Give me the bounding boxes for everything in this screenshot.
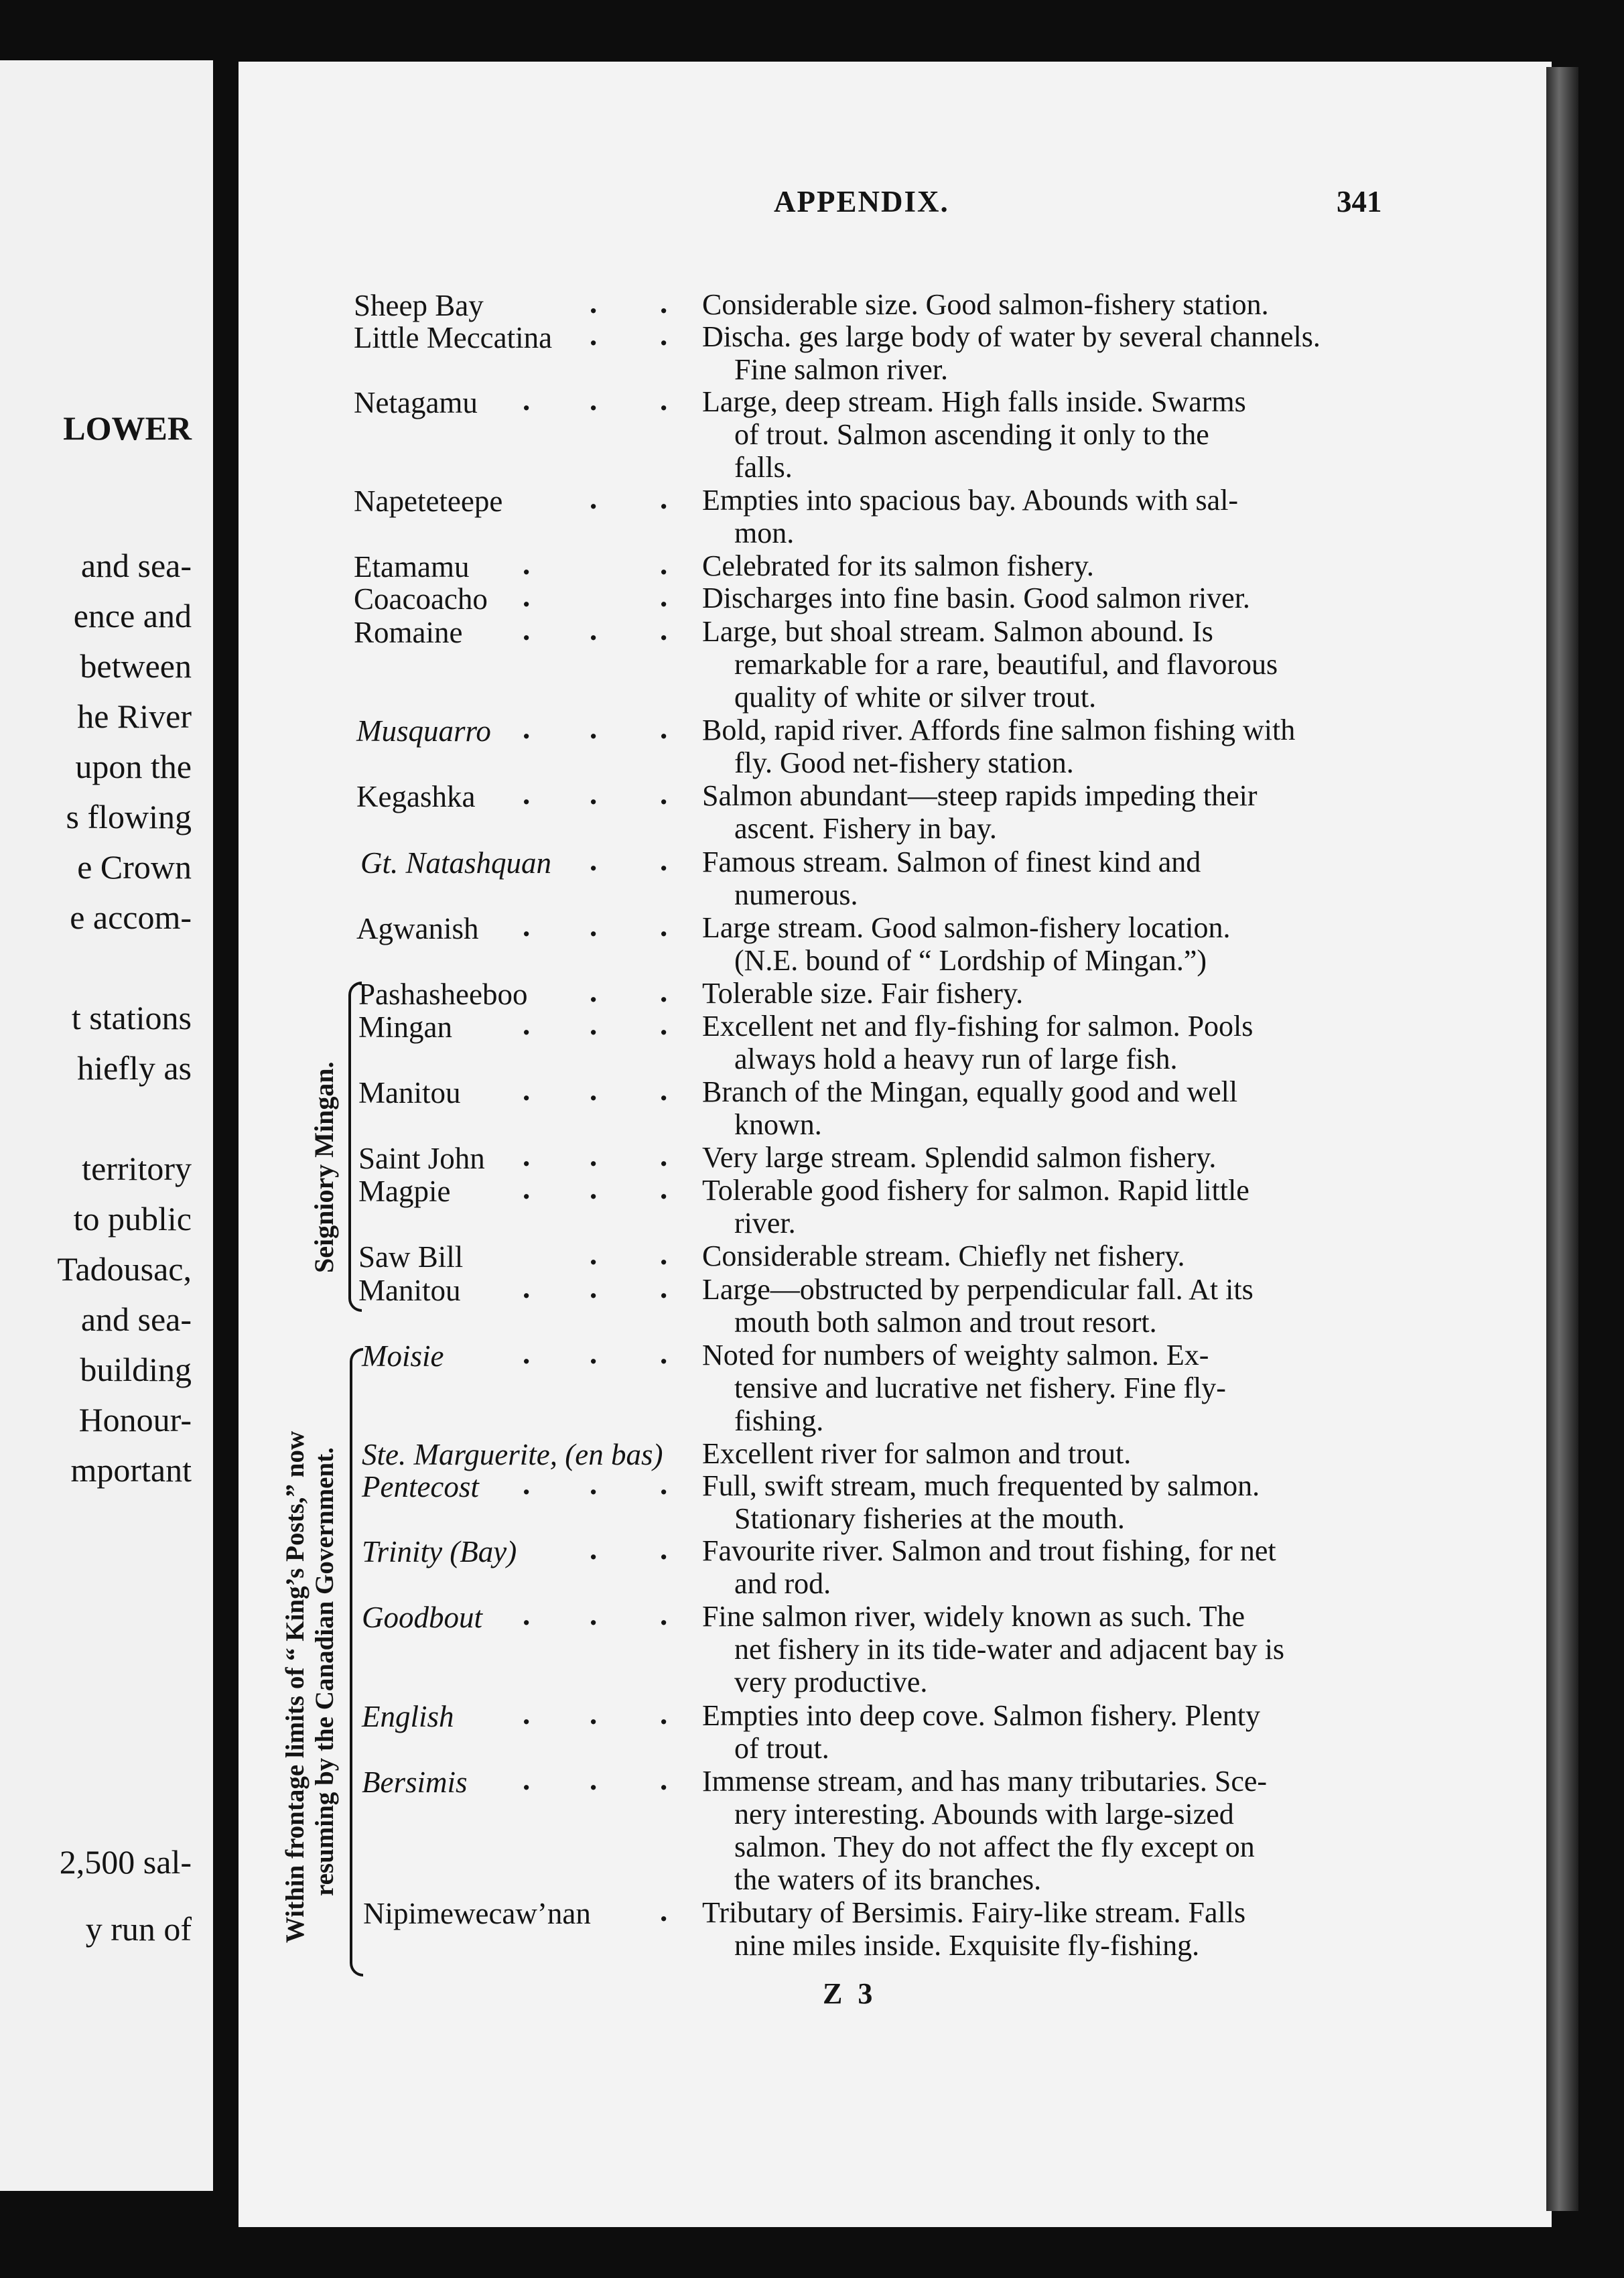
leader-dot: . <box>660 1172 668 1205</box>
leader-dot: . <box>660 1271 668 1304</box>
leader-dot: . <box>660 547 668 581</box>
leader-dot: . <box>523 1073 531 1107</box>
description-line: Fine salmon river, widely known as such. The <box>702 1600 1245 1633</box>
description-line: mouth both salmon and trout resort. <box>734 1306 1157 1339</box>
river-description <box>702 1896 1399 1962</box>
leader-dot: . <box>590 1598 598 1631</box>
description-line: Bold, rapid river. Affords fine salmon fishing with <box>702 714 1296 746</box>
leader-dot: . <box>660 1237 668 1271</box>
river-description <box>702 1765 1399 1896</box>
kings-posts-label-line2: resuming by the Canadian Government. <box>310 1447 339 1896</box>
leader-dot: . <box>523 1271 531 1304</box>
river-description <box>702 911 1399 977</box>
leader-dot: . <box>660 1697 668 1731</box>
leader-dot: . <box>523 1008 531 1041</box>
leader-dot: . <box>660 580 668 613</box>
leader-dot: . <box>523 547 531 581</box>
description-line: Large, deep stream. High falls inside. Swarms <box>702 385 1246 418</box>
description-line: Immense stream, and has many tributaries. Sce- <box>702 1765 1268 1798</box>
river-name: Ste. Marguerite, (en bas) <box>362 1438 663 1471</box>
description-line: Excellent net and fly-fishing for salmon. Pools <box>702 1010 1254 1043</box>
description-line: Large stream. Good salmon-fishery location. <box>702 911 1231 944</box>
left-line: upon the <box>75 748 192 785</box>
river-description <box>702 1075 1399 1141</box>
river-description <box>702 779 1399 845</box>
left-line: Honour- <box>78 1401 192 1438</box>
description-line: and rod. <box>734 1567 831 1600</box>
river-name: Moisie <box>362 1339 444 1373</box>
leader-dot: . <box>523 777 531 811</box>
leader-dot: . <box>590 482 598 515</box>
leader-dot: . <box>660 1532 668 1566</box>
description-line: ascent. Fishery in bay. <box>734 812 997 845</box>
description-line: Considerable stream. Chiefly net fishery. <box>702 1240 1185 1272</box>
description-line: Tolerable good fishery for salmon. Rapid little <box>702 1174 1249 1207</box>
river-description <box>702 1010 1399 1075</box>
river-description <box>702 1174 1399 1240</box>
river-description <box>702 1600 1399 1698</box>
river-name: Nipimewecaw’nan <box>363 1897 591 1930</box>
page-number: 341 <box>1337 185 1382 218</box>
leader-dot: . <box>590 1008 598 1041</box>
description-line: Noted for numbers of weighty salmon. Ex- <box>702 1339 1209 1371</box>
river-name: Sheep Bay <box>354 289 484 322</box>
left-line: hiefly as <box>77 1049 192 1087</box>
leader-dot: . <box>590 777 598 811</box>
river-description <box>702 977 1399 1010</box>
description-line: Tributary of Bersimis. Fairy-like stream. Falls <box>702 1896 1246 1929</box>
river-description <box>702 1141 1399 1174</box>
leader-dot: . <box>523 909 531 943</box>
river-description <box>702 385 1399 484</box>
description-line: Considerable size. Good salmon-fishery station. <box>702 288 1269 321</box>
left-line: and sea- <box>80 547 192 584</box>
river-description <box>702 615 1399 714</box>
leader-dot: . <box>590 1532 598 1566</box>
river-name: Kegashka <box>356 780 476 813</box>
leader-dot: . <box>523 383 531 417</box>
description-line: Large—obstructed by perpendicular fall. At its <box>702 1273 1254 1306</box>
description-line: Tolerable size. Fair fishery. <box>702 977 1024 1010</box>
description-line: fishing. <box>734 1404 824 1437</box>
leader-dot: . <box>523 1697 531 1731</box>
leader-dot: . <box>590 1763 598 1796</box>
leader-dot: . <box>590 1697 598 1731</box>
description-line: Excellent river for salmon and trout. <box>702 1437 1132 1470</box>
leader-dot: . <box>660 1763 668 1796</box>
river-description <box>702 714 1399 779</box>
description-line: Large, but shoal stream. Salmon abound. Is <box>702 615 1213 648</box>
river-description <box>702 1339 1399 1437</box>
description-line: Stationary fisheries at the mouth. <box>734 1502 1125 1535</box>
river-name: Little Meccatina <box>354 321 553 354</box>
left-line: e Crown <box>77 848 192 886</box>
left-line: mportant <box>70 1451 192 1489</box>
leader-dot: . <box>660 1337 668 1370</box>
river-description <box>702 1534 1399 1600</box>
description-line: (N.E. bound of “ Lordship of Mingan.”) <box>734 944 1207 977</box>
leader-dot: . <box>523 1139 531 1172</box>
leader-dot: . <box>523 1763 531 1796</box>
description-line: mon. <box>734 517 795 549</box>
river-description <box>702 1437 1399 1470</box>
leader-dot: . <box>590 1337 598 1370</box>
description-line: fly. Good net-fishery station. <box>734 746 1074 779</box>
description-line: known. <box>734 1108 822 1141</box>
leader-dot: . <box>590 975 598 1008</box>
leader-dot: . <box>523 1467 531 1501</box>
description-line: Discha. ges large body of water by several channels. <box>702 320 1321 353</box>
river-description <box>702 1240 1399 1272</box>
river-name: Manitou <box>358 1274 461 1307</box>
left-line: e accom- <box>70 898 192 936</box>
left-line: s flowing <box>66 798 192 835</box>
description-line: of trout. Salmon ascending it only to the <box>734 418 1209 451</box>
description-line: remarkable for a rare, beautiful, and flavorous <box>734 648 1278 681</box>
description-line: always hold a heavy run of large fish. <box>734 1043 1178 1075</box>
description-line: Famous stream. Salmon of finest kind and <box>702 846 1201 878</box>
river-name: Mingan <box>358 1010 452 1044</box>
river-name: Gt. Natashquan <box>360 846 552 880</box>
leader-dot: . <box>660 383 668 417</box>
leader-dot: . <box>590 844 598 877</box>
description-line: Salmon abundant—steep rapids impeding their <box>702 779 1258 812</box>
left-line: ence and <box>73 597 192 634</box>
left-line: to public <box>73 1200 192 1237</box>
description-line: tensive and lucrative net fishery. Fine fly- <box>734 1371 1226 1404</box>
leader-dot: . <box>660 1467 668 1501</box>
description-line: Discharges into fine basin. Good salmon river. <box>702 582 1250 614</box>
left-line: between <box>80 647 192 685</box>
left-line: 2,500 sal- <box>59 1843 192 1881</box>
river-name: Musquarro <box>356 714 491 748</box>
left-line: y run of <box>85 1910 192 1948</box>
description-line: Full, swift stream, much frequented by salmon. <box>702 1469 1260 1502</box>
description-line: of trout. <box>734 1732 829 1765</box>
leader-dot: . <box>660 1008 668 1041</box>
description-line: Celebrated for its salmon fishery. <box>702 549 1094 582</box>
river-name: Saint John <box>358 1142 485 1175</box>
description-line: Fine salmon river. <box>734 353 948 386</box>
river-description <box>702 320 1399 386</box>
river-name: Trinity (Bay) <box>362 1535 517 1568</box>
leader-dot: . <box>590 383 598 417</box>
leader-dot: . <box>523 613 531 647</box>
river-description <box>702 288 1399 321</box>
river-name: Pashasheeboo <box>358 978 528 1011</box>
leader-dot: . <box>590 1172 598 1205</box>
running-head: APPENDIX. <box>774 185 949 218</box>
description-line: salmon. They do not affect the fly except on <box>734 1830 1255 1863</box>
description-line: Empties into deep cove. Salmon fishery. Plenty <box>702 1699 1260 1732</box>
leader-dot: . <box>660 1894 668 1928</box>
leader-dot: . <box>660 1598 668 1631</box>
river-description <box>702 1469 1399 1535</box>
river-name: English <box>362 1700 454 1733</box>
leader-dot: . <box>590 1073 598 1107</box>
river-name: Pentecost <box>362 1470 479 1503</box>
left-line: and sea- <box>80 1300 192 1338</box>
leader-dot: . <box>660 844 668 877</box>
previous-page-fragment <box>0 60 213 2191</box>
left-line: he River <box>77 697 192 735</box>
river-name: Manitou <box>358 1076 461 1110</box>
leader-dot: . <box>660 975 668 1008</box>
left-line: building <box>80 1351 192 1388</box>
river-name: Romaine <box>354 616 463 649</box>
river-name: Etamamu <box>354 550 470 584</box>
signature-mark: Z 3 <box>823 1977 877 2010</box>
leader-dot: . <box>590 909 598 943</box>
leader-dot: . <box>590 318 598 352</box>
river-name: Coacoacho <box>354 582 488 616</box>
leader-dot: . <box>660 777 668 811</box>
description-line: the waters of its branches. <box>734 1863 1042 1896</box>
leader-dot: . <box>660 482 668 515</box>
river-name: Napeteteepe <box>354 484 503 518</box>
river-description <box>702 549 1399 582</box>
river-name: Magpie <box>358 1175 451 1208</box>
description-line: quality of white or silver trout. <box>734 681 1097 714</box>
seigniory-bracket <box>348 982 362 1312</box>
river-name: Goodbout <box>362 1601 482 1634</box>
leader-dot: . <box>523 1598 531 1631</box>
leader-dot: . <box>660 318 668 352</box>
leader-dot: . <box>660 286 668 320</box>
description-line: falls. <box>734 451 793 484</box>
leader-dot: . <box>523 1337 531 1370</box>
description-line: nery interesting. Abounds with large-sized <box>734 1798 1234 1830</box>
leader-dot: . <box>590 712 598 745</box>
page-edge-shadow <box>1546 67 1578 2211</box>
description-line: Empties into spacious bay. Abounds with sal- <box>702 484 1239 517</box>
left-heading-fragment: LOWER <box>63 409 192 447</box>
leader-dot: . <box>523 712 531 745</box>
description-line: very productive. <box>734 1666 928 1698</box>
seigniory-label: Seigniory Mingan. <box>309 1061 339 1273</box>
description-line: Very large stream. Splendid salmon fishery. <box>702 1141 1217 1174</box>
river-name: Bersimis <box>362 1765 468 1799</box>
leader-dot: . <box>590 286 598 320</box>
river-name: Saw Bill <box>358 1240 464 1274</box>
description-line: river. <box>734 1207 796 1240</box>
description-line: numerous. <box>734 878 858 911</box>
kings-posts-label-line1: Within frontage limits of “ King’s Posts,” now <box>281 1430 310 1943</box>
river-name: Netagamu <box>354 386 478 419</box>
kings-posts-bracket <box>350 1348 363 1977</box>
left-line: Tadousac, <box>57 1250 192 1288</box>
river-name: Agwanish <box>356 912 479 945</box>
leader-dot: . <box>660 613 668 647</box>
river-description <box>702 582 1399 614</box>
leader-dot: . <box>590 1467 598 1501</box>
leader-dot: . <box>660 1139 668 1172</box>
description-line: Branch of the Mingan, equally good and well <box>702 1075 1238 1108</box>
left-line: territory <box>82 1150 192 1187</box>
leader-dot: . <box>523 1172 531 1205</box>
river-description <box>702 1273 1399 1339</box>
leader-dot: . <box>523 580 531 613</box>
leader-dot: . <box>590 1139 598 1172</box>
leader-dot: . <box>590 613 598 647</box>
river-description <box>702 484 1399 549</box>
description-line: nine miles inside. Exquisite fly-fishing. <box>734 1929 1200 1962</box>
leader-dot: . <box>590 1237 598 1271</box>
left-line: t stations <box>71 999 192 1036</box>
description-line: Favourite river. Salmon and trout fishing, for net <box>702 1534 1276 1567</box>
river-description <box>702 846 1399 911</box>
leader-dot: . <box>660 712 668 745</box>
leader-dot: . <box>660 909 668 943</box>
river-description <box>702 1699 1399 1765</box>
description-line: net fishery in its tide-water and adjacent bay is <box>734 1633 1285 1666</box>
leader-dot: . <box>660 1073 668 1107</box>
leader-dot: . <box>590 1271 598 1304</box>
